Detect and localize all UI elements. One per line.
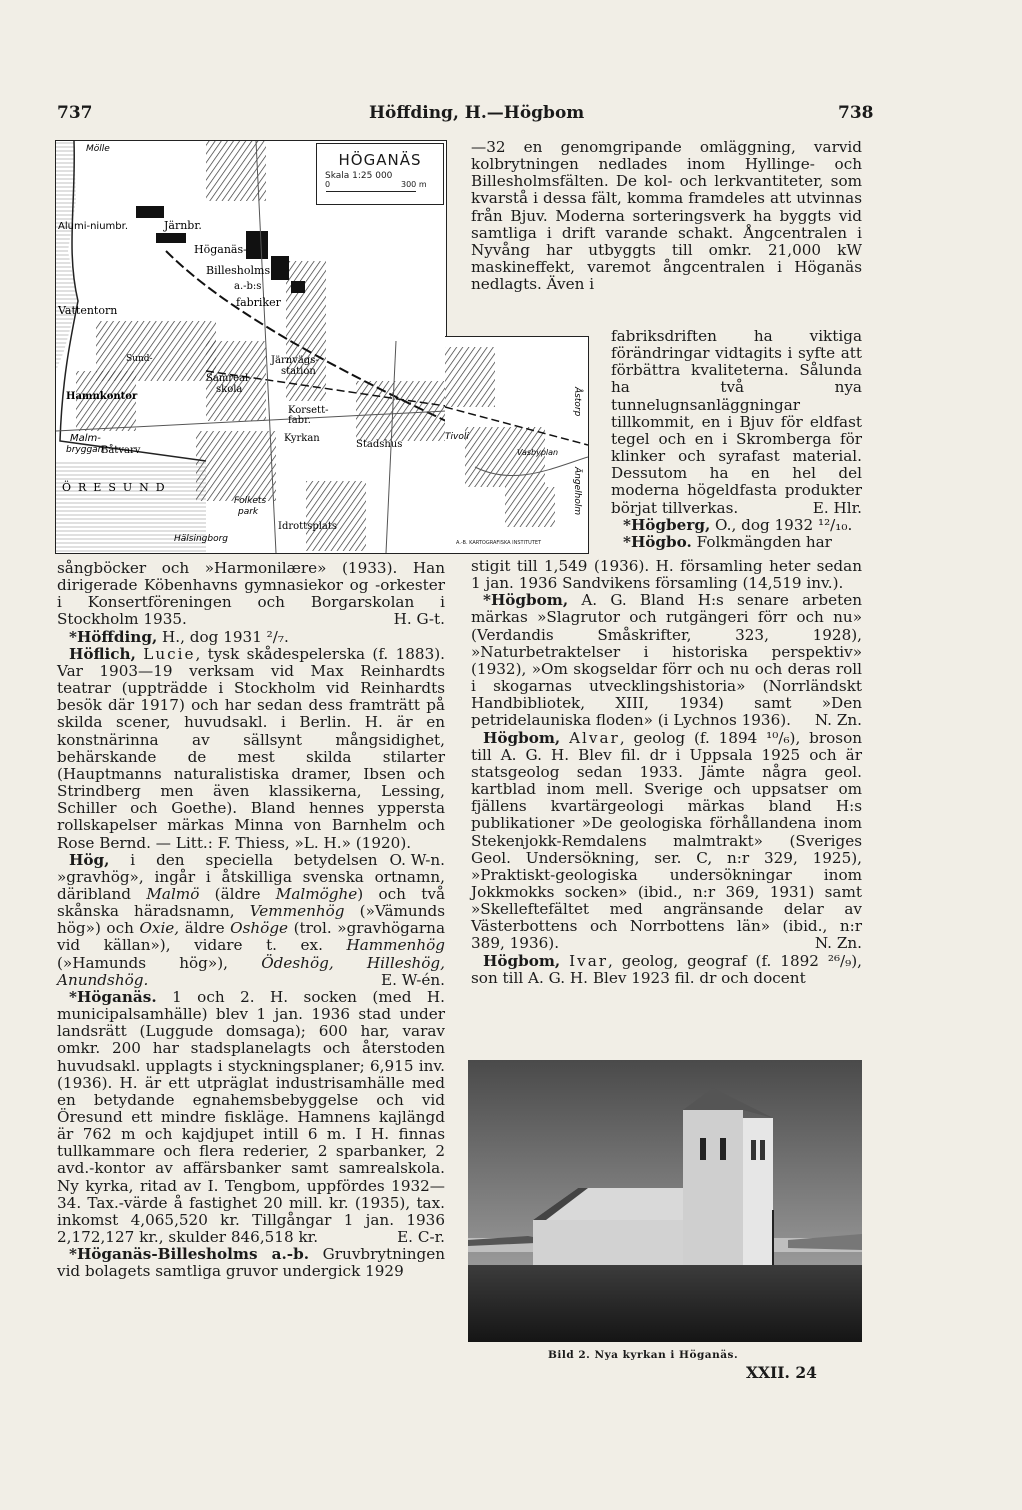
map-label: Sund- bbox=[126, 354, 153, 364]
map-label: park bbox=[238, 507, 259, 517]
map-credit: A.-B. KARTOGRAFISKA INSTITUTET bbox=[456, 540, 542, 546]
map-label: Ängelholm bbox=[572, 467, 582, 516]
article-paragraph: *Höganäs-Billesholms a.-b. Gruvbrytningen vid bolagets samtliga gruvor undergick 1929 bbox=[57, 1245, 445, 1281]
map-label: Hälsingborg bbox=[174, 534, 229, 544]
right-column-top bbox=[471, 139, 862, 293]
scale-start: 0 bbox=[325, 180, 331, 189]
map-title-box bbox=[316, 143, 444, 205]
article-paragraph: Högbom, Ivar, geolog, geograf (f. 1892 ²⁶/₉), son till A. G. H. Blev 1923 fil. dr och docent bbox=[471, 951, 863, 987]
article-paragraph: Höflich, Lucie, tysk skådespelerska (f. 1883). Var 1903—19 verksam vid Max Reinhardts teatrar (uppträdde i Stockholm vid Reinhardts besök där 1917) och har sedan dess framträtt på skilda scener, huvudsakl. i Berlin. H. är en konstnärinna av sällsynt mångsidighet, behärskande de mest skilda stilarter (Hauptmanns naturalistiska dramer, Ibsen och Strindberg men även klassikerna, Lessing, Schiller och Goethe). Bland hennes yppersta rollskapelser märkas Minna von Barnhelm och Rose Bernd. — Litt.: F. Thiess, »L. H.» (1920). O. W-n. bbox=[57, 644, 446, 869]
left-column bbox=[57, 560, 445, 1281]
map-label: fabr. bbox=[288, 415, 311, 426]
map-label: Båtvarv bbox=[101, 445, 141, 456]
map-label: Stadshus bbox=[356, 439, 403, 450]
left-page-number: 737 bbox=[57, 103, 93, 123]
article-paragraph: *Höganäs. 1 och 2. H. socken (med H. municipalsamhälle) blev 1 jan. 1936 stad under landsrätt (Luggude domsaga); 600 har, varav omkr. 200 har stadsplanelagts och återstoden huvudsakl. upplagts i styckningsplaner; 6,915 inv. (1936). H. är ett utpräglat industrisamhälle med en betydande egnahemsbebyggelse och vid Öresund ett mindre fiskläge. Hamnens kajlängd är 762 m och kajdjupet intill 6 m. I H. finnas tullkammare och flera rederier, 2 sparbanker, 2 avd.-kontor av affärsbanker samt samrealskola. Ny kyrka, ritad av I. Tengbom, uppfördes 1932—34. Tax.-värde å fastighet 20 mill. kr. (1935), tax. inkomst 4,065,520 kr. Tillgångar 1 jan. 1936 2,172,127 kr., skulder 846,518 kr. E. C-r. bbox=[57, 987, 445, 1247]
map-label: Åstorp bbox=[572, 387, 582, 417]
map-label: station bbox=[281, 366, 316, 377]
map-label: Kyrkan bbox=[284, 433, 320, 444]
map-label: Korsett- bbox=[288, 405, 329, 416]
map-label: ÖRESUND bbox=[62, 481, 172, 494]
map-label: bryggan bbox=[66, 445, 104, 455]
map-label: Höganäs- bbox=[194, 243, 247, 256]
right-page-number: 738 bbox=[838, 103, 874, 123]
map-label: Folkets bbox=[234, 496, 267, 506]
map-extension bbox=[445, 336, 589, 554]
article-paragraph: sångböcker och »Harmonilære» (1933). Han dirigerade Köbenhavns gymnasiekor og -orkester i Konsertföreningen och Borgarskolan i Stockholm 1935. H. G-t. bbox=[57, 559, 445, 629]
map-label: skola bbox=[216, 384, 243, 395]
map-label: Vattentorn bbox=[58, 304, 118, 317]
map-title: HÖGANÄS bbox=[338, 151, 422, 169]
article-paragraph: *Högbom, A. G. Bland H:s senare arbeten märkas »Slagrutor och rutgängeri förr och nu» (Verdandis Småskrifter, 323, 1928), »Naturbetraktelser i historiska perspektiv» (1932), »Om skogseldar förr och nu och deras roll i skogarnas utvecklingshistoria» (Norrländskt Handbibliotek, XIII, 1934) samt »Den petridelauniska floden» (i Lychnos 1936). N. Zn. bbox=[471, 591, 862, 730]
right-column-main bbox=[471, 558, 862, 987]
map-label: Tivoli bbox=[445, 432, 469, 442]
map-label: fabriker bbox=[236, 296, 281, 309]
map-label: Järnbr. bbox=[164, 219, 202, 232]
map-label: Idrottsplats bbox=[278, 521, 338, 532]
article-paragraph: —32 en genomgripande omläggning, varvid kolbrytningen nedlades inom Hyllinge- och Billesholmsfälten. De kol- och lerkvantiteter, som kvarstå i dessa fält, komma framdeles att utvinnas från Bjuv. Moderna sorteringsverk ha byggts vid samtliga i drift varande schakt. Ångcentralen i Nyvång har utbyggts till omkr. 21,000 kW maskineffekt, varemot ångcentralen i Höganäs nedlagts. Även i bbox=[471, 138, 862, 294]
map-label: Samreal- bbox=[206, 373, 252, 384]
article-paragraph: *Högberg, O., dog 1932 ¹²/₁₀. bbox=[623, 515, 853, 534]
map-label: Alumi-niumbr. bbox=[58, 221, 128, 232]
map-extension-drawing bbox=[445, 337, 588, 553]
article-paragraph: *Höffding, H., dog 1931 ²/₇. bbox=[69, 627, 289, 646]
map-label: Järnvägs- bbox=[271, 355, 319, 366]
map-label: Vasbyplan bbox=[517, 448, 559, 457]
article-paragraph: Hög, i den speciella betydelsen »gravhög», ingår i åtskilliga svenska ortnamn, däribland Malmö (äldre Malmöghe) och två skånska häradsnamn, Vemmenhög (»Vämunds hög») och Oxie, äldre Oshöge (trol. »gravhögarna vid källan»), vidare t. ex. Hammenhög (»Hamunds hög»), Ödeshög, Hilleshög, Anundshög. E. W-én. bbox=[57, 850, 446, 989]
map-label: Billesholms bbox=[206, 264, 271, 277]
article-paragraph: Högbom, Alvar, geolog (f. 1894 ¹⁰/₆), broson till A. G. H. Blev fil. dr i Uppsala 1925 och är statsgeolog sedan 1933. Jämte några geol. kartblad inom mell. Sverige och uppsatser om fjällens kvartärgeologi märkas bland H:s publikationer »De geologiska förhållandena inom Stekenjokk-Remdalens malmtrakt» (Sveriges Geol. Undersökning, ser. C, n:r 329, 1925), »Praktiskt-geologiska undersökningar inom Jokkmokks socken» (ibid., n:r 369, 1931) samt »Skelleftefältet med angränsande delar av Västerbottens och Norrbottens län» (ibid., n:r 389, 1936). N. Zn. bbox=[471, 728, 863, 953]
sheet-signature: XXII. 24 bbox=[746, 1363, 817, 1382]
map-scale: Skala 1:25 000 bbox=[325, 171, 393, 181]
scale-end: 300 m bbox=[401, 180, 427, 189]
article-paragraph: fabriksdriften ha viktiga förändringar vidtagits i syfte att förbättra kvaliteterna. Sålunda ha två nya tunnelugnsanläggningar tillkommit, en i Bjuv för eldfast tegel och en i Skromberga för klinker och syrafast material. Dessutom ha en hel del moderna högeldfasta produkter börjat tillverkas. E. Hlr. bbox=[611, 327, 862, 517]
article-paragraph: stigit till 1,549 (1936). H. församling heter sedan 1 jan. 1936 Sandvikens församling (14,519 inv.). bbox=[471, 557, 862, 593]
running-title: Höffding, H.—Högbom bbox=[369, 103, 585, 123]
map-label: Malm- bbox=[70, 433, 101, 444]
scale-bar bbox=[317, 181, 443, 195]
right-column-narrow bbox=[611, 328, 862, 551]
church-photo bbox=[468, 1060, 862, 1342]
article-paragraph: *Högbo. Folkmängden har bbox=[623, 532, 832, 551]
church-photo-drawing bbox=[468, 1060, 862, 1342]
map-label: Hamnkontor bbox=[66, 391, 138, 402]
map-label: a.-b:s bbox=[234, 281, 262, 292]
photo-caption: Bild 2. Nya kyrkan i Höganäs. bbox=[548, 1349, 739, 1361]
map-label: Mölle bbox=[86, 144, 110, 154]
